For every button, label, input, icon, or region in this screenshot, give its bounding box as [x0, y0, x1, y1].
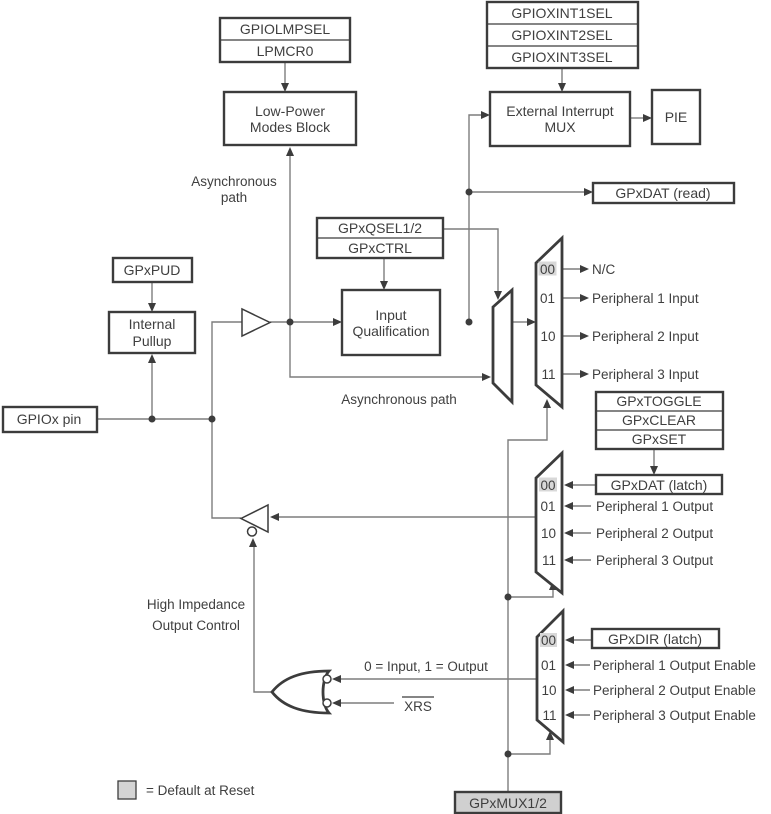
- mux-code: 01: [539, 291, 556, 306]
- input-qual-label-line2: Qualification: [352, 323, 430, 339]
- reg-gpioxint1sel-label: GPIOXINT1SEL: [511, 5, 613, 21]
- signal-wires: [97, 62, 654, 792]
- nc-label: N/C: [592, 262, 616, 277]
- direction-encoding-label: 0 = Input, 1 = Output: [364, 659, 488, 674]
- internal-pullup-block: [109, 312, 195, 353]
- junction-pin-pullup: [149, 416, 156, 423]
- pie-block: [652, 90, 700, 144]
- arrow-right-perin3: [580, 370, 589, 378]
- junction-datread-branch: [466, 189, 473, 196]
- arrow-left-gate-top: [332, 675, 341, 683]
- junction-async-branch: [287, 319, 294, 326]
- reg-lpmcr0-label: LPMCR0: [256, 43, 314, 59]
- reg-gpiolmpsel-label: GPIOLMPSEL: [239, 21, 331, 37]
- mux-code: 11: [541, 553, 557, 568]
- arrow-down-extintmux: [558, 83, 566, 92]
- arrow-right-perin2: [580, 332, 589, 340]
- gpxdat-read-box: [593, 183, 734, 203]
- legend-default-reset-swatch: [118, 781, 136, 799]
- peripheral-2-output-enable-label: Peripheral 2 Output Enable: [593, 683, 756, 698]
- mux-code: 10: [540, 329, 556, 344]
- peripheral-2-input-label: Peripheral 2 Input: [592, 329, 699, 344]
- reg-gpxset-label: GPxSET: [631, 431, 687, 447]
- arrow-down-pullup: [148, 303, 156, 312]
- mux-code: 10: [541, 683, 557, 698]
- peripheral-1-input-label: Peripheral 1 Input: [592, 291, 699, 306]
- arrow-up-buffer-enable: [249, 538, 257, 547]
- mux-code: 00: [540, 633, 557, 648]
- arrow-right-asyncmux: [482, 373, 491, 381]
- reg-gpioxint3sel-label: GPIOXINT3SEL: [511, 49, 613, 65]
- reg-qsel-box: [317, 218, 443, 258]
- gpxdat-read-label: GPxDAT (read): [615, 185, 711, 201]
- gpxdir-latch-label: GPxDIR (latch): [607, 631, 703, 647]
- internal-pullup-label-line2: Pullup: [132, 333, 172, 349]
- arrow-left-outmux3: [564, 556, 573, 564]
- reg-lmp-box: [220, 18, 350, 62]
- gpiox-pin-box: [3, 407, 97, 432]
- arrow-left-outputbuffer: [270, 513, 279, 521]
- wire-select-outputmux: [508, 589, 553, 597]
- arrow-right-pie: [643, 114, 652, 122]
- wire-qsel-select-asyncmux: [443, 229, 498, 291]
- wire-select-dirmux: [508, 739, 550, 754]
- gate-input-bubble-bottom-icon: [323, 699, 331, 707]
- reg-gpxctrl-label: GPxCTRL: [348, 240, 412, 256]
- low-power-label-line2: Modes Block: [249, 119, 331, 135]
- external-interrupt-mux-block: [490, 92, 630, 146]
- async-path-label-top-line1: Asynchronous: [191, 174, 277, 189]
- arrow-left-gate-bottom: [332, 699, 341, 707]
- arrow-up-pullup: [148, 354, 156, 363]
- peripheral-3-output-enable-label: Peripheral 3 Output Enable: [593, 708, 756, 723]
- low-power-modes-block: [224, 92, 356, 145]
- gpxmux-box: [455, 792, 561, 813]
- gpxpud-box: [113, 258, 192, 282]
- arrow-left-outmux2: [564, 529, 573, 537]
- async-select-mux-shape: [493, 290, 512, 402]
- wire-gate-to-buffer-enable: [254, 547, 272, 692]
- input-qual-label-line1: Input: [375, 307, 407, 323]
- arrow-left-dirmux2: [565, 686, 574, 694]
- gate-body: [272, 671, 329, 713]
- junction-select-dirmux: [505, 751, 512, 758]
- reg-gpxtoggle-label: GPxTOGGLE: [616, 393, 702, 409]
- high-impedance-label-line2: Output Control: [152, 618, 240, 633]
- arrow-up-inputmux-select: [543, 399, 551, 408]
- arrow-right-extintmux: [481, 111, 490, 119]
- gpxmux-label: GPxMUX1/2: [469, 795, 547, 811]
- input-mux: [536, 238, 702, 409]
- wire-pin-to-inputbuffer: [212, 322, 242, 419]
- pie-label: PIE: [664, 109, 688, 125]
- legend-default-reset-label: = Default at Reset: [146, 783, 255, 798]
- arrow-right-inputqual: [333, 318, 342, 326]
- junction-select-outputmux: [505, 594, 512, 601]
- mux-code: 11: [541, 367, 556, 382]
- wire-outputbuffer-to-pin: [212, 419, 241, 518]
- reg-gpxclear-label: GPxCLEAR: [622, 412, 696, 428]
- gpxdir-latch-box: [592, 629, 719, 648]
- arrow-down-lpmblock: [281, 83, 289, 92]
- junction-qual-out: [466, 319, 473, 326]
- nor-gate-icon: [272, 671, 331, 713]
- mux-code: 11: [542, 708, 557, 723]
- arrow-up-lpmblock: [286, 147, 294, 156]
- ext-int-mux-label-line1: External Interrupt: [506, 103, 614, 119]
- gate-input-bubble-top-icon: [323, 675, 331, 683]
- arrow-down-inputqual: [380, 281, 388, 290]
- arrow-right-nc: [580, 265, 589, 273]
- async-path-label-top-line2: path: [220, 190, 248, 205]
- peripheral-2-output-label: Peripheral 2 Output: [596, 526, 714, 541]
- peripheral-3-input-label: Peripheral 3 Input: [592, 367, 699, 382]
- peripheral-1-output-enable-label: Peripheral 1 Output Enable: [593, 658, 756, 673]
- xrs-signal-label: XRS: [404, 699, 432, 714]
- mux-code: 10: [540, 526, 557, 541]
- arrow-left-outmux0: [564, 481, 573, 489]
- reg-xint-box: [487, 2, 638, 68]
- wire-gpxmux-select-trunk: [508, 407, 547, 792]
- reg-gpioxint2sel-label: GPIOXINT2SEL: [511, 27, 613, 43]
- high-impedance-label-line1: High Impedance: [146, 597, 246, 612]
- junction-pin-buffers: [209, 416, 216, 423]
- arrow-right-gpxdatread: [584, 188, 593, 196]
- arrow-left-dirmux3: [565, 711, 574, 719]
- legend: [118, 781, 255, 799]
- peripheral-3-output-label: Peripheral 3 Output: [596, 553, 714, 568]
- internal-pullup-label-line1: Internal: [128, 316, 176, 332]
- arrow-left-dirmux0: [565, 636, 574, 644]
- mux-code: 00: [540, 478, 556, 493]
- mux-code: 01: [540, 658, 557, 673]
- gpxdat-latch-box: [596, 475, 722, 494]
- mux-code: 01: [540, 499, 556, 514]
- output-buffer-enable-bubble-icon: [248, 527, 257, 536]
- peripheral-1-output-label: Peripheral 1 Output: [596, 499, 714, 514]
- gpiox-pin-label: GPIOx pin: [16, 411, 82, 427]
- low-power-label-line1: Low-Power: [254, 103, 326, 119]
- async-path-label-mid: Asynchronous path: [341, 392, 457, 407]
- arrow-left-dirmux1: [565, 661, 574, 669]
- mux-code: 00: [539, 262, 556, 277]
- input-buffer-icon: [242, 309, 270, 336]
- gpxdat-latch-label: GPxDAT (latch): [610, 477, 708, 493]
- wire-qualout-to-extintmux: [469, 115, 482, 322]
- ext-int-mux-label-line2: MUX: [544, 119, 576, 135]
- output-mux-shape: [536, 453, 562, 593]
- input-qualification-block: [342, 290, 440, 355]
- reg-gpxqsel-label: GPxQSEL1/2: [337, 220, 423, 236]
- gpxpud-label: GPxPUD: [123, 262, 181, 278]
- reg-set-box: [596, 392, 723, 449]
- arrow-down-datlatch: [650, 466, 658, 475]
- arrow-right-perin1: [580, 294, 589, 302]
- arrow-left-outmux1: [564, 502, 573, 510]
